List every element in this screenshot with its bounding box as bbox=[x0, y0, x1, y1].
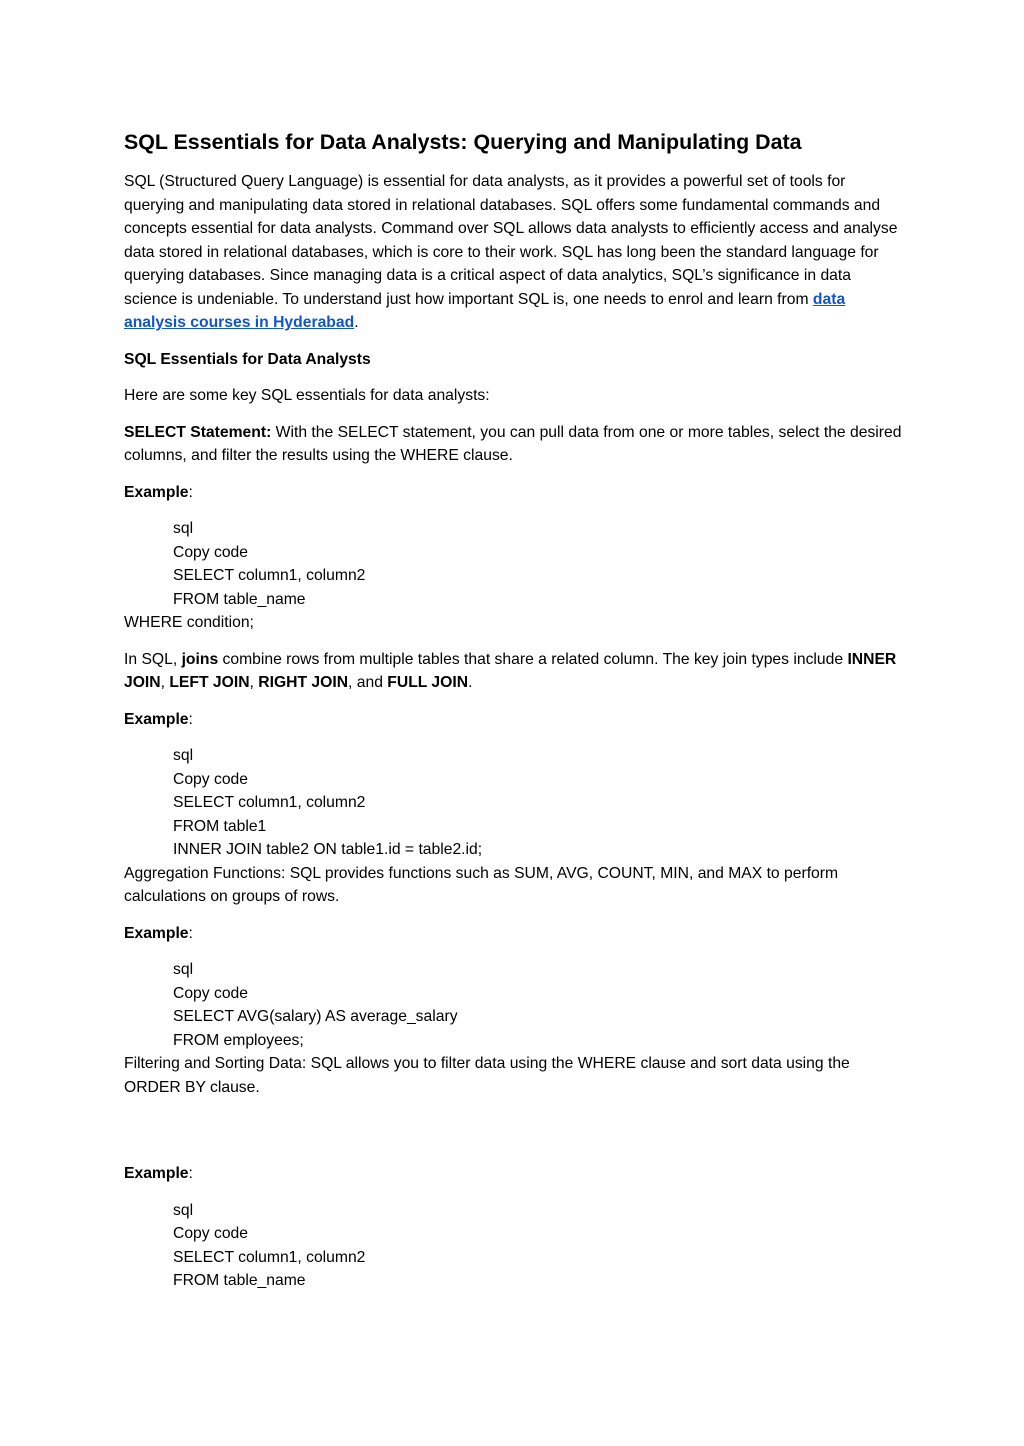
text-run: Example bbox=[124, 924, 189, 942]
code-lines-join bbox=[124, 744, 902, 862]
text-run: SQL (Structured Query Language) is essential for data analysts, as it provides a powerful set of tools for querying and manipulating data stored in relational databases. SQL offers some fundamental commands and concepts essential for data analysts. Command over SQL allows data analysts to efficiently access and analyse data stored in relational databases, which is core to their work. SQL has long been the standard language for querying databases. Since managing data is a critical aspect of data analytics, SQL’s significance in data science is undeniable. To understand just how important SQL is, one needs to enrol and learn from bbox=[124, 173, 898, 308]
example-label-1 bbox=[124, 481, 902, 505]
text-run: , and bbox=[348, 674, 388, 691]
code-lines-filtering bbox=[124, 1199, 902, 1293]
text-run: : bbox=[188, 710, 193, 728]
text-run: FULL JOIN bbox=[387, 674, 469, 691]
code-line: FROM employees; bbox=[173, 1031, 304, 1049]
text-run: , bbox=[160, 674, 170, 691]
code-block-join bbox=[124, 744, 902, 909]
text-run: INNER JOIN bbox=[124, 650, 897, 691]
text-run: : bbox=[188, 1165, 193, 1182]
text-run: Example bbox=[124, 710, 189, 728]
text-run: Example bbox=[124, 483, 189, 501]
code-line: SELECT AVG(salary) AS average_salary bbox=[173, 1008, 458, 1025]
code-block-select bbox=[124, 517, 902, 635]
code-line: FROM table1 bbox=[173, 817, 267, 835]
code-lines-select bbox=[124, 517, 902, 611]
text-run: . bbox=[354, 314, 359, 331]
text-run: RIGHT JOIN bbox=[258, 674, 349, 691]
code-line: Copy code bbox=[173, 1225, 248, 1242]
document-title: SQL Essentials for Data Analysts: Querying and Manipulating Data bbox=[124, 130, 802, 154]
code-line: FROM table_name bbox=[173, 1272, 306, 1289]
lead-in-paragraph: Here are some key SQL essentials for data analysts: bbox=[124, 387, 490, 404]
code-continuation-select: WHERE condition; bbox=[124, 614, 254, 631]
code-line: Copy code bbox=[173, 543, 248, 561]
joins-paragraph bbox=[124, 648, 902, 695]
text-run: . bbox=[468, 674, 473, 691]
code-line: SELECT column1, column2 bbox=[173, 567, 366, 584]
code-line: Copy code bbox=[173, 984, 248, 1002]
empty-paragraph bbox=[124, 1112, 902, 1149]
text-run: joins bbox=[181, 650, 219, 668]
code-lines-aggregation bbox=[124, 958, 902, 1052]
code-line: INNER JOIN table2 ON table1.id = table2.id; bbox=[173, 841, 483, 858]
text-run: , bbox=[249, 674, 259, 691]
text-run: In SQL, bbox=[124, 650, 182, 668]
code-line: Copy code bbox=[173, 770, 248, 788]
text-run: With the SELECT statement, you can pull data from one or more tables, select the desired columns, and filter the results using the WHERE clause. bbox=[124, 423, 902, 464]
example-label-4 bbox=[124, 1162, 902, 1186]
code-continuation-aggregation: Aggregation Functions: SQL provides functions such as SUM, AVG, COUNT, MIN, and MAX to perform calculations on groups of rows. bbox=[124, 864, 839, 905]
text-run: combine rows from multiple tables that share a related column. The key join types include bbox=[218, 650, 848, 668]
text-run: : bbox=[188, 483, 193, 501]
example-label-2 bbox=[124, 708, 902, 732]
code-line: sql bbox=[173, 520, 194, 537]
code-line: sql bbox=[173, 747, 194, 764]
code-line: sql bbox=[173, 1201, 194, 1219]
text-run: : bbox=[188, 924, 193, 942]
intro-paragraph bbox=[124, 170, 902, 335]
data-analysis-courses-link[interactable]: data analysis courses in Hyderabad bbox=[124, 290, 846, 331]
code-continuation-filtering: Filtering and Sorting Data: SQL allows you to filter data using the WHERE clause and sort data using the ORDER BY clause. bbox=[124, 1055, 850, 1096]
code-line: sql bbox=[173, 961, 194, 978]
code-block-filtering bbox=[124, 1199, 902, 1293]
code-line: SELECT column1, column2 bbox=[173, 794, 366, 811]
text-run: Example bbox=[124, 1165, 189, 1182]
text-run: SELECT Statement: bbox=[124, 423, 272, 441]
code-block-aggregation bbox=[124, 958, 902, 1099]
example-label-3 bbox=[124, 922, 902, 946]
code-line: SELECT column1, column2 bbox=[173, 1248, 366, 1266]
code-line: FROM table_name bbox=[173, 590, 306, 608]
select-statement-paragraph bbox=[124, 421, 902, 468]
text-run: LEFT JOIN bbox=[169, 674, 250, 691]
section-heading: SQL Essentials for Data Analysts bbox=[124, 350, 371, 368]
